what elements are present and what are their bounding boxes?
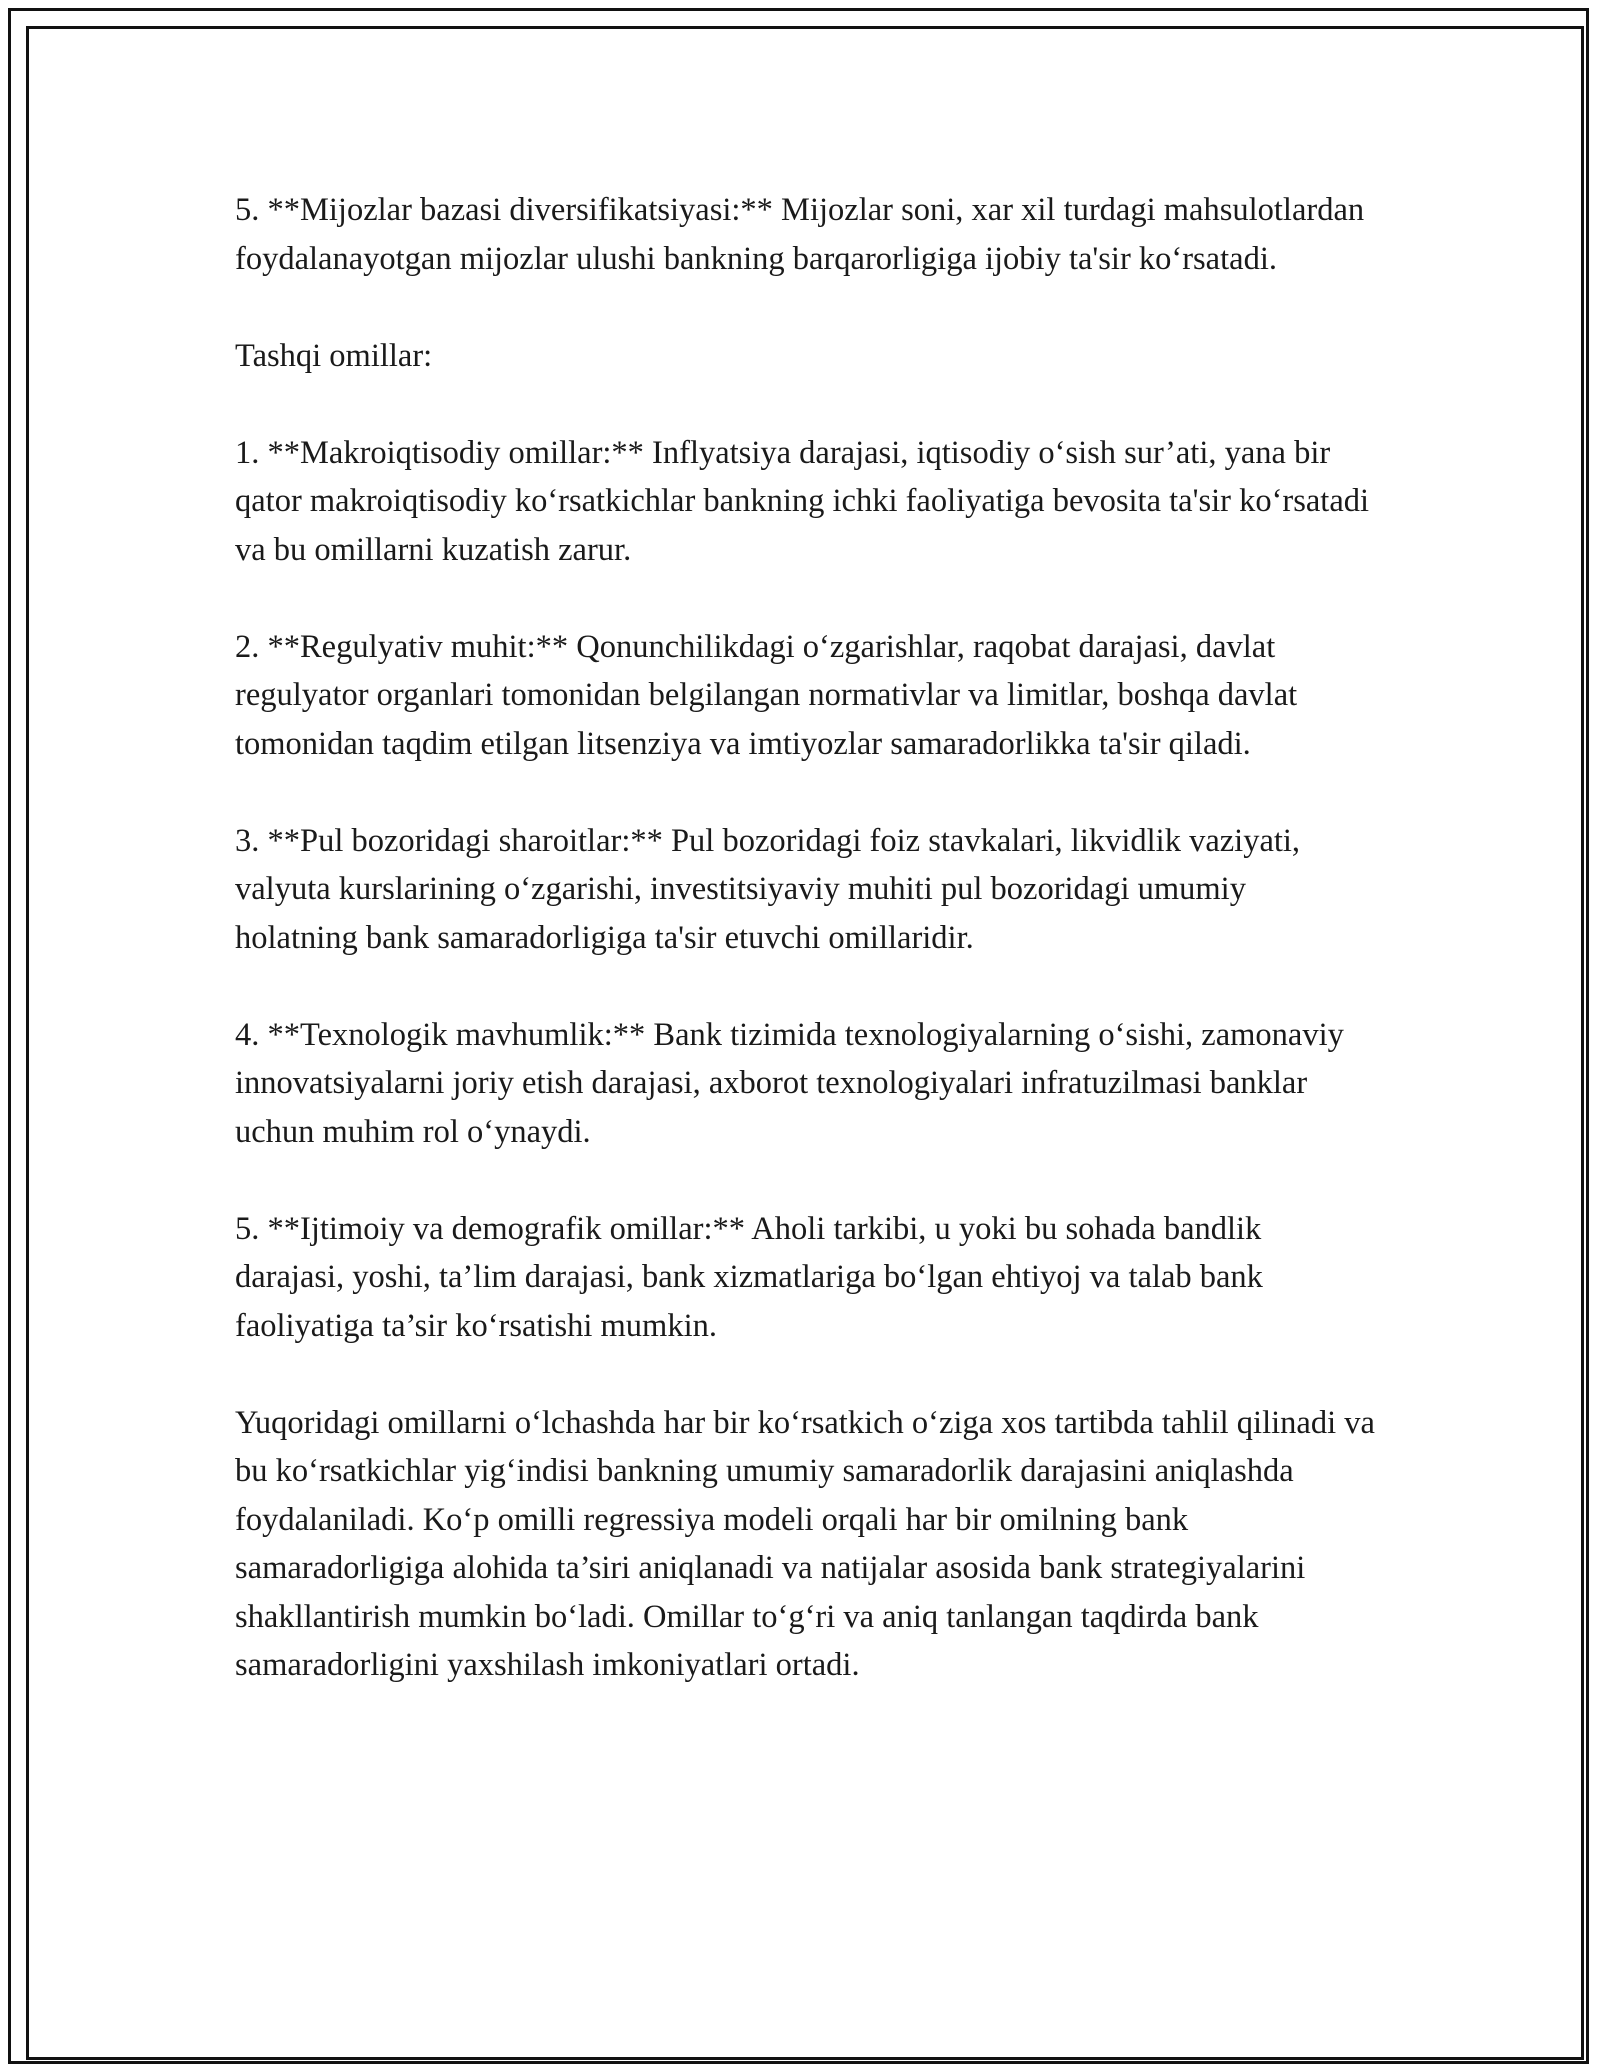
document-body	[235, 186, 1375, 1690]
paragraph-social-demographic-factors: 5. **Ijtimoiy va demografik omillar:** Aholi tarkibi, u yoki bu sohada bandlik darajasi, yoshi, ta’lim darajasi, bank xizmatlariga bo‘lgan ehtiyoj va talab bank faoliyatiga ta’sir ko‘rsatishi mumkin.	[235, 1210, 1263, 1344]
paragraph-external-factors-heading: Tashqi omillar:	[235, 337, 433, 374]
paragraph-money-market-conditions: 3. **Pul bozoridagi sharoitlar:** Pul bozoridagi foiz stavkalari, likvidlik vaziyati, valyuta kurslarining o‘zgarishi, investitsiyaviy muhiti pul bozoridagi umumiy holatning bank samaradorligiga ta'sir etuvchi omillaridir.	[235, 822, 1301, 956]
paragraph-technological-factors: 4. **Texnologik mavhumlik:** Bank tizimida texnologiyalarning o‘sishi, zamonaviy innovatsiyalarni joriy etish darajasi, axborot texnologiyalari infratuzilmasi banklar uchun muhim rol o‘ynaydi.	[235, 1016, 1344, 1150]
paragraph-client-base-diversification: 5. **Mijozlar bazasi diversifikatsiyasi:** Mijozlar soni, xar xil turdagi mahsulotlardan foydalanayotgan mijozlar ulushi bankning barqarorligiga ijobiy ta'sir ko‘rsatadi.	[235, 192, 1365, 277]
paragraph-macroeconomic-factors: 1. **Makroiqtisodiy omillar:** Inflyatsiya darajasi, iqtisodiy o‘sish sur’ati, yana bir qator makroiqtisodiy ko‘rsatkichlar bankning ichki faoliyatiga bevosita ta'sir ko‘rsatadi va bu omillarni kuzatish zarur.	[235, 434, 1370, 568]
paragraph-conclusion: Yuqoridagi omillarni o‘lchashda har bir ko‘rsatkich o‘ziga xos tartibda tahlil qilinadi va bu ko‘rsatkichlar yig‘indisi bankning umumiy samaradorlik darajasini aniqlashda foydalaniladi. Ko‘p omilli regressiya modeli orqali har bir omilning bank samaradorligiga alohida ta’siri aniqlanadi va natijalar asosida bank strategiyalarini shakllantirish mumkin bo‘ladi. Omillar to‘g‘ri va aniq tanlangan taqdirda bank samaradorligini yaxshilash imkoniyatlari ortadi.	[235, 1404, 1375, 1683]
paragraph-regulatory-environment: 2. **Regulyativ muhit:** Qonunchilikdagi o‘zgarishlar, raqobat darajasi, davlat regulyator organlari tomonidan belgilangan normativlar va limitlar, boshqa davlat tomonidan taqdim etilgan litsenziya va imtiyozlar samaradorlikka ta'sir qiladi.	[235, 628, 1298, 762]
